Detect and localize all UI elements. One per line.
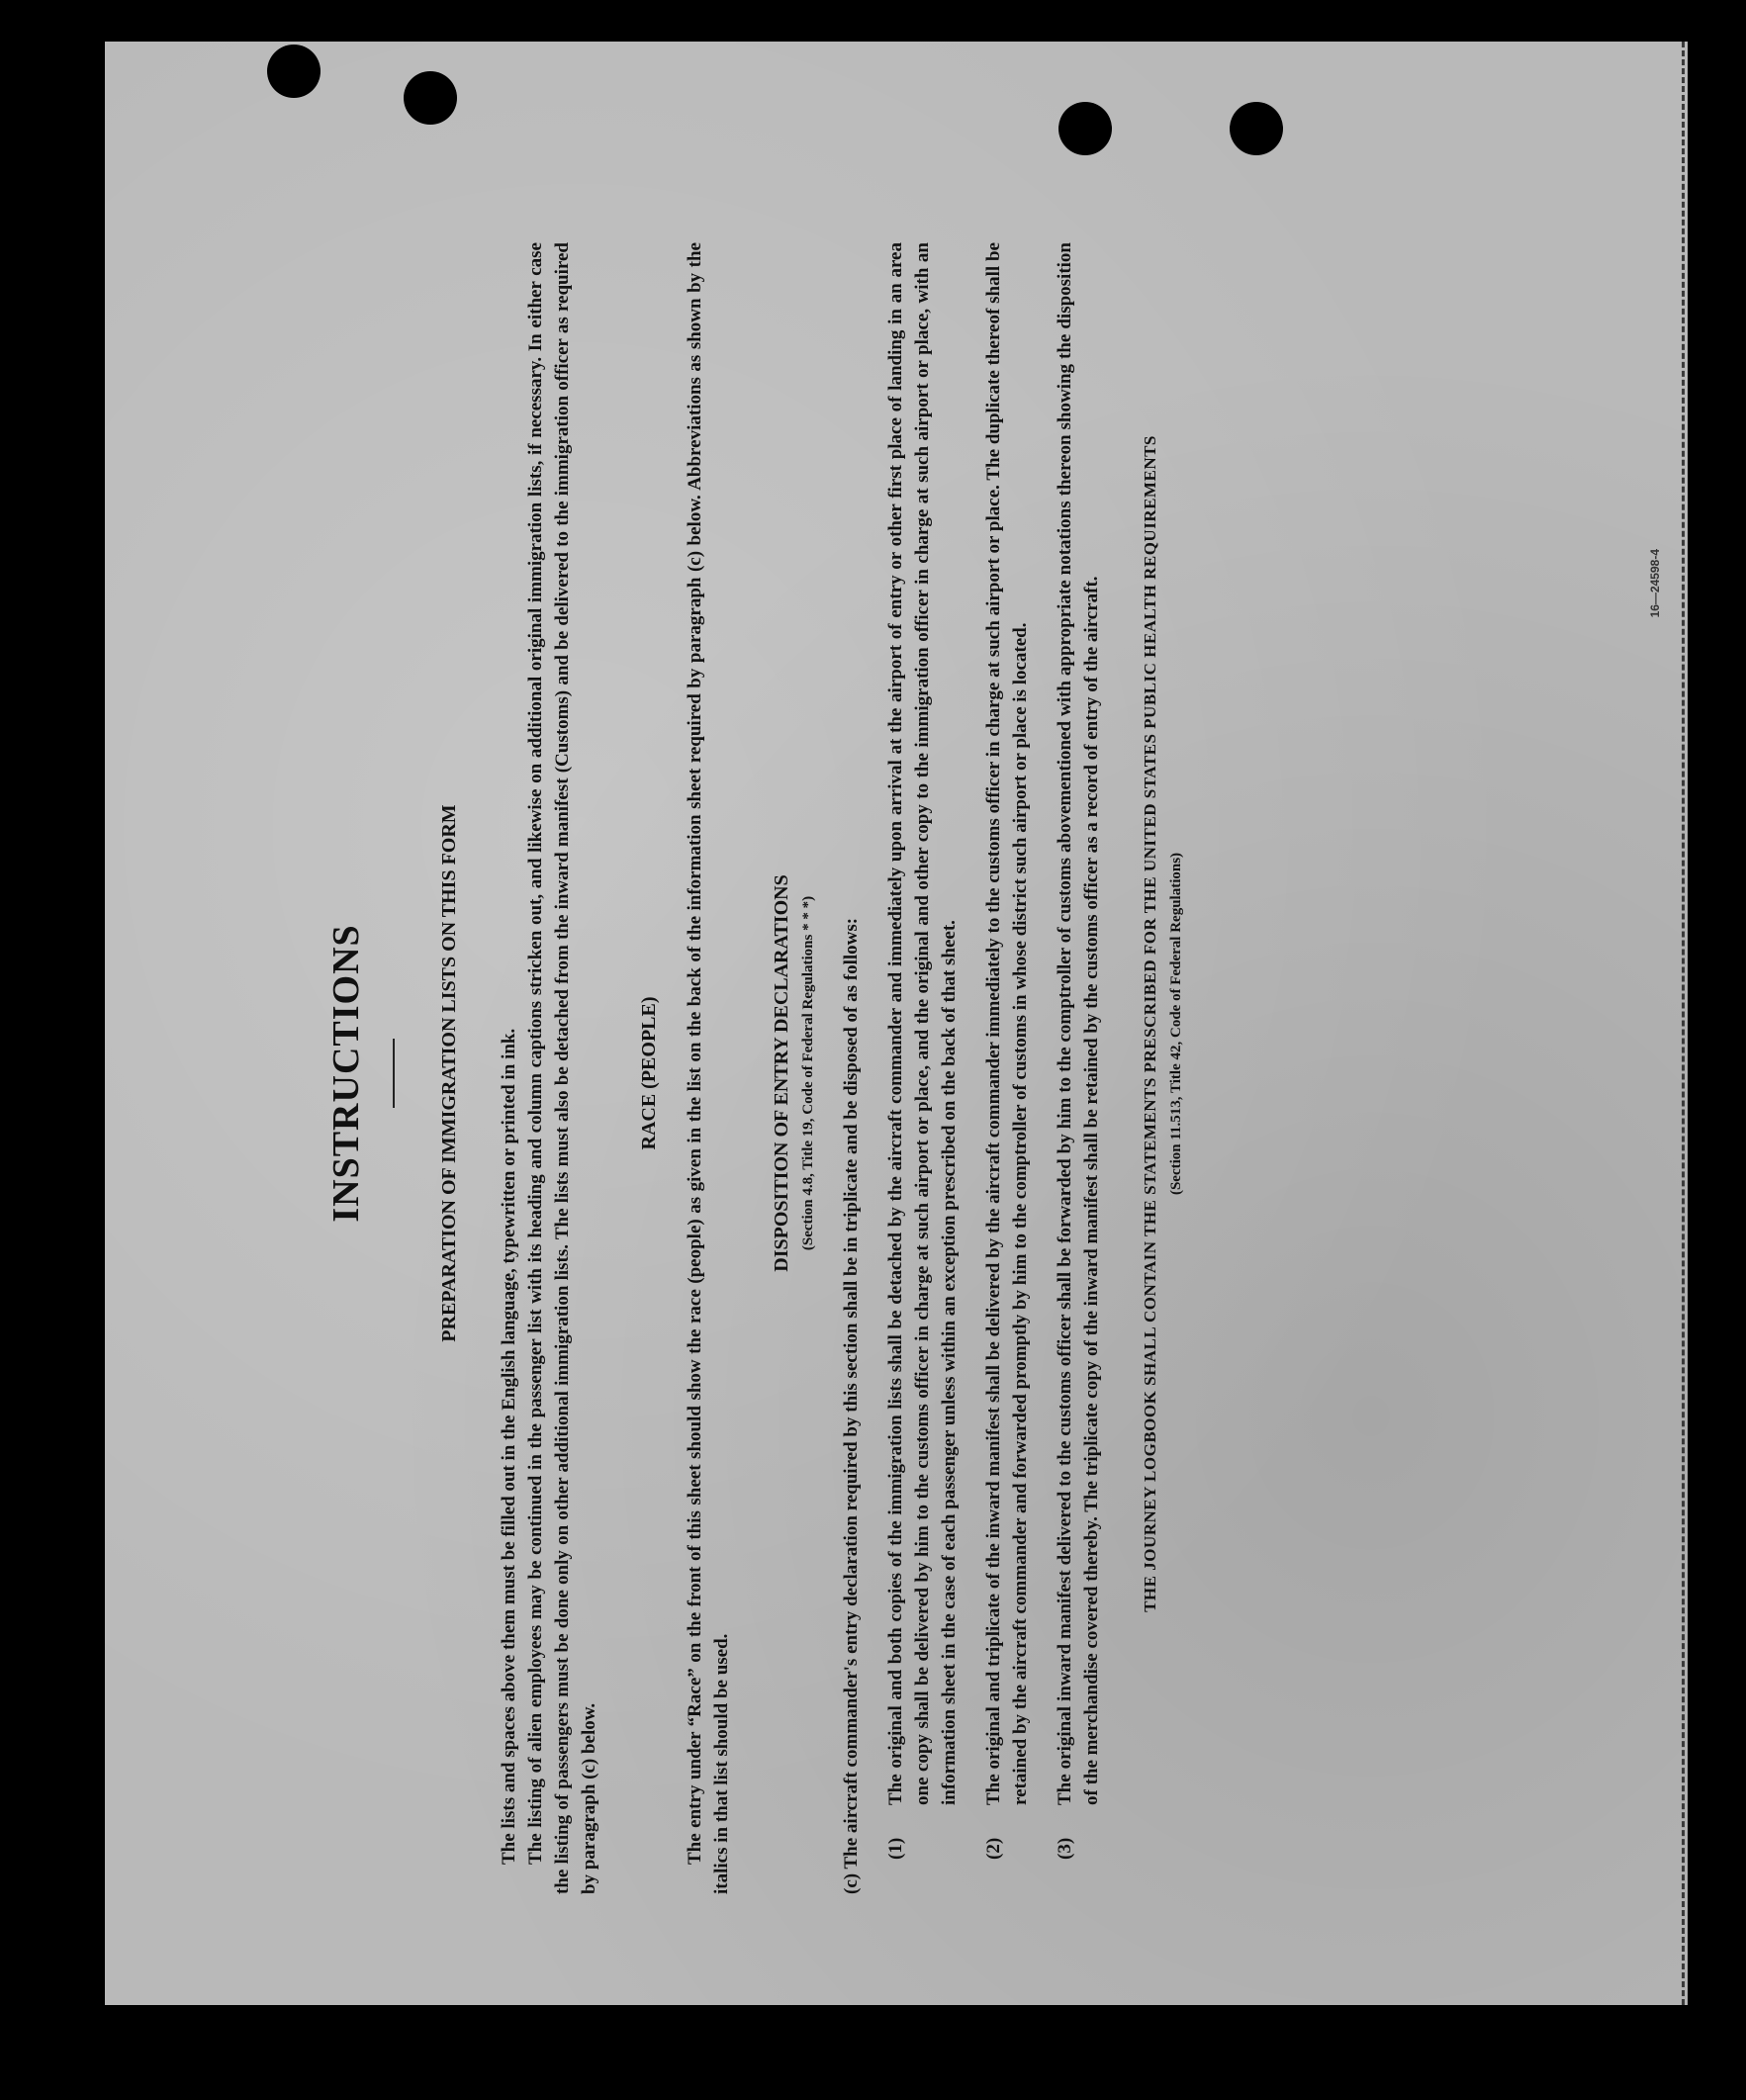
preparation-paragraph: The lists and spaces above them must be filled out in the English language, typewritten or printed in ink.	[499, 1028, 519, 1865]
list-item	[882, 143, 963, 2003]
journey-statement: THE JOURNEY LOGBOOK SHALL CONTAIN THE STATEMENTS PRESCRIBED FOR THE UNITED STATES PUBLIC HEALTH REQUIREMENTS	[1141, 435, 1159, 1612]
list-item-number: (2)	[983, 1837, 1004, 1860]
list-item	[980, 143, 1034, 2003]
punch-hole	[404, 71, 457, 125]
page-title: INSTRUCTIONS	[325, 924, 367, 1223]
race-heading: RACE (PEOPLE)	[638, 996, 660, 1150]
race-paragraph: The entry under “Race” on the front of this sheet should show the race (people) as given in the list on the back of the information sheet required by paragraph (c) below. Abbreviations as shown by the italics in that list should be used.	[685, 242, 732, 1894]
journey-subheading: (Section 11.513, Title 42, Code of Federal Regulations)	[1168, 852, 1184, 1196]
title-rule	[393, 1039, 395, 1108]
disposition-subheading: (Section 4.8, Title 19, Code of Federal Regulations * * *)	[800, 895, 816, 1251]
form-number: 16—24598-4	[1648, 549, 1662, 618]
preparation-heading: PREPARATION OF IMMIGRATION LISTS ON THIS FORM	[438, 804, 460, 1342]
preparation-paragraph: The listing of alien employees may be continued in the passenger list with its heading and column captions stricken out, and likewise on additional original immigration lists, if necessary. In either case the listing of passengers must be done only on other additional immigration lists. The lists must also be detached from the inward manifest (Customs) and be delivered to the immigration officer as required by paragraph (c) below.	[525, 242, 599, 1894]
list-item-text: The original and both copies of the immigration lists shall be detached by the aircraft commander and immediately upon arrival at the airport of entry or other first place of landing in an area one copy shall be delivered by him to the customs officer in charge at such airport or place, and the original and other copy to the immigration officer in charge at such airport or place, with an information sheet in the case of each passenger unless within an exception prescribed on the back of that sheet.	[885, 242, 960, 1805]
list-item-number: (3)	[1055, 1837, 1075, 1860]
list-item-number: (1)	[885, 1837, 906, 1860]
list-item	[1052, 143, 1105, 2003]
list-item-text: The original inward manifest delivered to the customs officer shall be forwarded by him to the comptroller of customs abovementioned with appropriate notations thereon showing the disposition of the merchandise covered thereby. The triplicate copy of the inward manifest shall be retained by the customs officer as a record of entry of the aircraft.	[1055, 242, 1102, 1805]
punch-hole	[267, 45, 321, 98]
instructions-content	[148, 134, 1692, 2013]
disposition-paragraph: (c) The aircraft commander's entry declaration required by this section shall be in triplicate and be disposed of as follows:	[841, 917, 862, 1894]
disposition-heading: DISPOSITION OF ENTRY DECLARATIONS	[771, 874, 792, 1272]
list-item-text: The original and triplicate of the inward manifest shall be delivered by the aircraft commander immediately to the customs officer in charge at such airport or place. The duplicate thereof shall be retained by the aircraft commander and forwarded promptly by him to the comptroller of customs in whose district such airport or place is located.	[983, 242, 1031, 1805]
